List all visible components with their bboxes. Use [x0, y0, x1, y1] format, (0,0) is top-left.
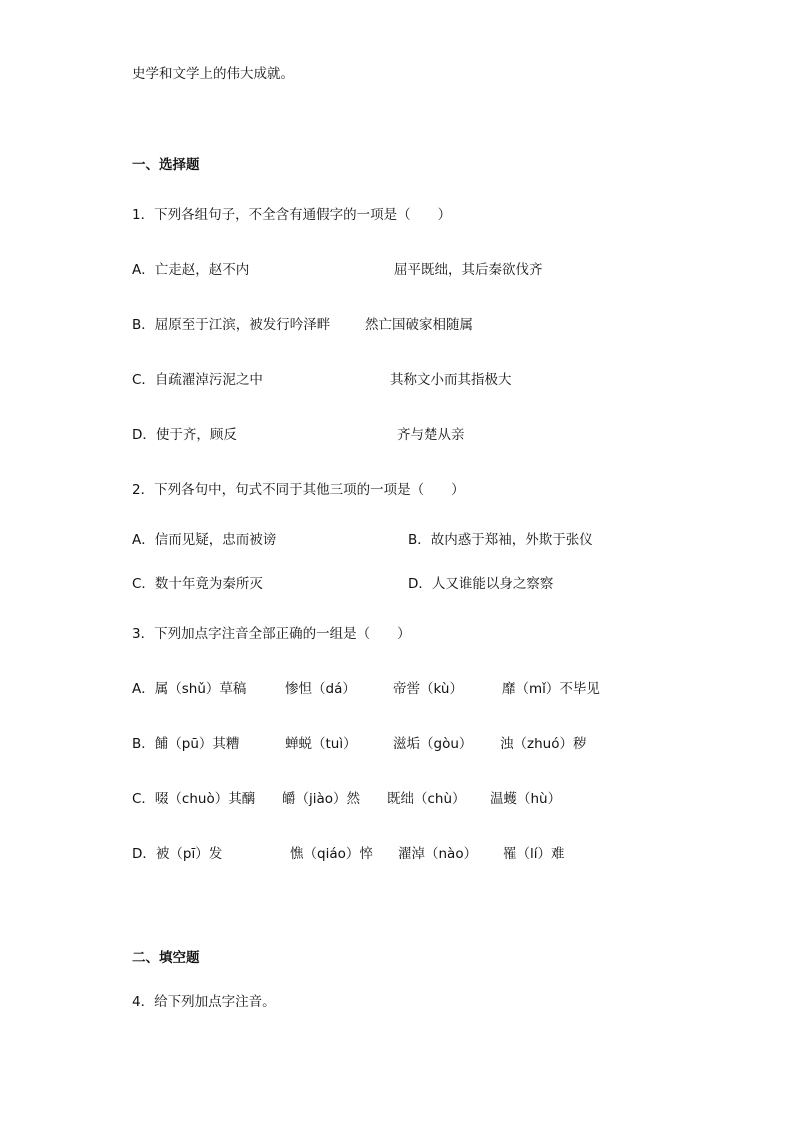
q1-option-d-second: 齐与楚从亲: [397, 427, 465, 443]
q3-option-c: C．啜（chuò）其醨: [132, 791, 256, 807]
q3-option-d-item: 憔（qiáo）悴: [290, 846, 373, 862]
q3-option-b-item: 蝉蜕（tuì）: [285, 736, 357, 752]
q3-option-a-item: 惨怛（dá）: [285, 681, 356, 697]
q2-option-b: B．故内惑于郑袖，外欺于张仪: [408, 532, 593, 548]
q1-option-b-second: 然亡国破家相随属: [365, 317, 473, 333]
section2-title: 二、填空题: [132, 950, 200, 966]
q3-option-b: B．餔（pū）其糟: [132, 736, 240, 752]
question-2-stem: 2．下列各句中，句式不同于其他三项的一项是（ ）: [132, 482, 465, 498]
question-1-stem: 1．下列各组句子，不全含有通假字的一项是（ ）: [132, 207, 452, 223]
q1-option-c: C．自疏濯淖污泥之中: [132, 372, 263, 388]
q3-option-d-item: 濯淖（nào）: [398, 846, 478, 862]
q2-option-a: A．信而见疑，忠而被谤: [132, 532, 277, 548]
q1-option-a: A．亡走赵，赵不内: [132, 262, 250, 278]
intro-tail-text: 史学和文学上的伟大成就。: [132, 66, 294, 82]
q3-option-a-item: 帝喾（kù）: [393, 681, 463, 697]
q3-option-a-item: 靡（mǐ）不毕见: [502, 681, 600, 697]
q3-option-a: A．属（shǔ）草稿: [132, 681, 247, 697]
q2-option-c: C．数十年竟为秦所灭: [132, 576, 263, 592]
q3-option-d: D．被（pī）发: [132, 846, 223, 862]
q3-option-c-item: 皭（jiào）然: [282, 791, 361, 807]
q1-option-a-second: 屈平既绌，其后秦欲伐齐: [394, 262, 543, 278]
question-3-stem: 3．下列加点字注音全部正确的一组是（ ）: [132, 626, 411, 642]
q3-option-c-item: 温蠖（hù）: [490, 791, 562, 807]
q1-option-b: B．屈原至于江滨，被发行吟泽畔: [132, 317, 331, 333]
q3-option-b-item: 滋垢（gòu）: [393, 736, 473, 752]
q1-option-d: D．使于齐，顾反: [132, 427, 237, 443]
q1-option-c-second: 其称文小而其指极大: [390, 372, 512, 388]
q3-option-d-item: 罹（lí）难: [503, 846, 565, 862]
question-4-stem: 4．给下列加点字注音。: [132, 994, 276, 1010]
q3-option-b-item: 浊（zhuó）秽: [500, 736, 587, 752]
section1-title: 一、选择题: [132, 157, 200, 173]
q2-option-d: D．人又谁能以身之察察: [408, 576, 554, 592]
q3-option-c-item: 既绌（chù）: [387, 791, 466, 807]
